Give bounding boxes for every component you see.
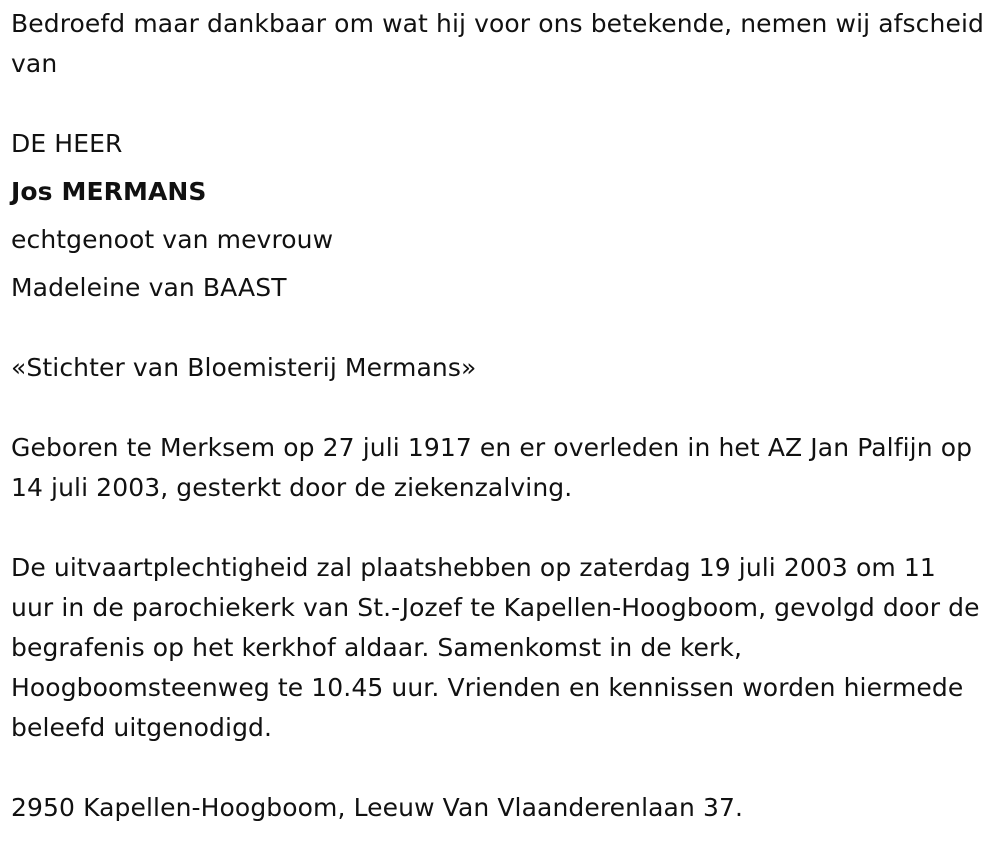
spouse-line: echtgenoot van mevrouw bbox=[11, 225, 334, 254]
spouse-name: Madeleine van BAAST bbox=[11, 273, 287, 302]
tagline: «Stichter van Bloemisterij Mermans» bbox=[11, 353, 477, 382]
birth-death-text: Geboren te Merksem op 27 juli 1917 en er overleden in het AZ Jan Palfijn op 14 juli 2003, gesterkt door de ziekenzalving. bbox=[11, 433, 973, 502]
obituary-notice bbox=[11, 4, 986, 828]
funeral-text: De uitvaartplechtigheid zal plaatshebben op zaterdag 19 juli 2003 om 11 uur in de parochiekerk van St.-Jozef te Kapellen-Hoogboom, gevolgd door de begrafenis op het kerkhof aldaar. Samenkomst in de kerk, Hoogboomsteenweg te 10.45 uur. Vrienden en kennissen worden hiermede beleefd uitgenodigd. bbox=[11, 553, 980, 742]
intro-text: Bedroefd maar dankbaar om wat hij voor ons betekende, nemen wij afscheid van bbox=[11, 9, 984, 78]
deceased-name: Jos MERMANS bbox=[11, 177, 207, 206]
address-text: 2950 Kapellen-Hoogboom, Leeuw Van Vlaanderenlaan 37. bbox=[11, 793, 744, 822]
title-prefix: DE HEER bbox=[11, 129, 123, 158]
